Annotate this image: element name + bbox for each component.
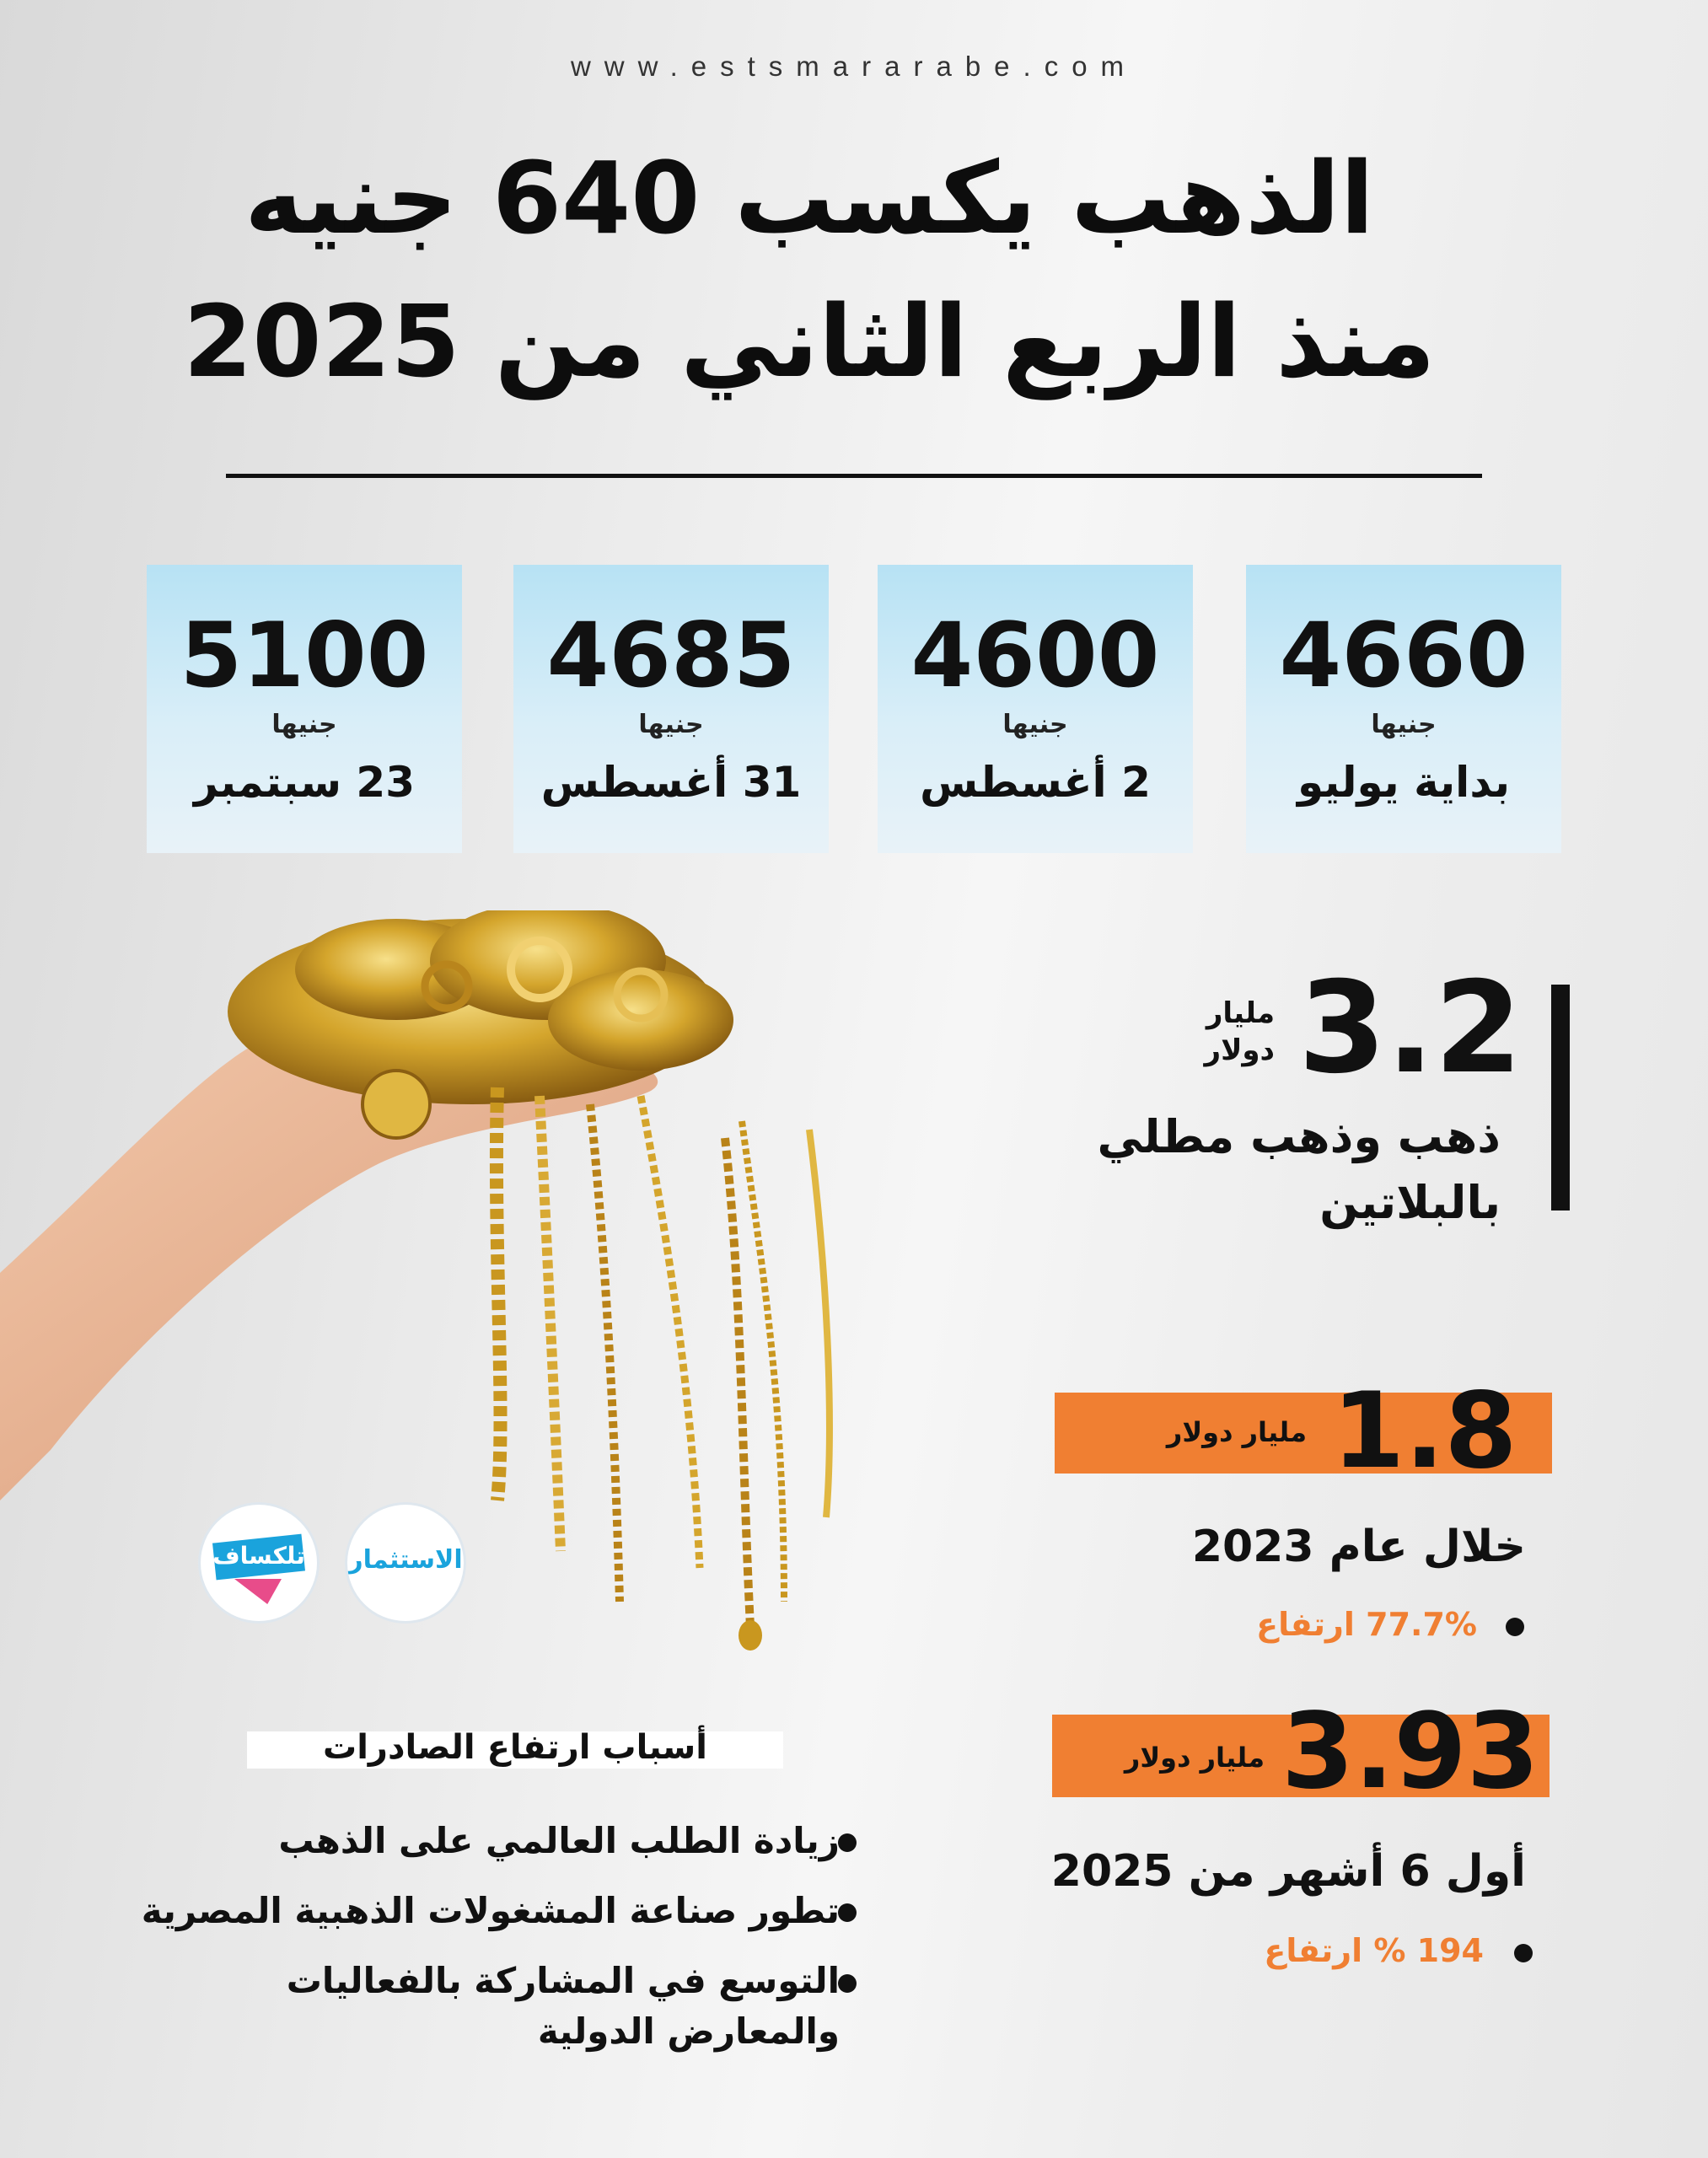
reason-item: زيادة الطلب العالمي على الذهب [278, 1820, 840, 1861]
price-unit: جنيها [1371, 710, 1437, 739]
exports-2023-value: 1.8 [1332, 1371, 1517, 1492]
price-date: 31 أغسطس [540, 758, 802, 807]
price-value: 4660 [1279, 604, 1528, 707]
title-divider [226, 474, 1482, 478]
exports-2023-unit: مليار دولار [1166, 1416, 1307, 1448]
telegraph-logo-text: تلكساف [212, 1542, 305, 1570]
telegraph-logo-flag [234, 1579, 282, 1604]
price-value: 4685 [546, 604, 796, 707]
reason-item: التوسع في المشاركة بالفعاليات [286, 1960, 840, 2001]
platinum-stat-label-line-1: ذهب وذهب مطلي [1097, 1110, 1501, 1163]
price-value: 5100 [180, 604, 429, 707]
price-unit: جنيها [1002, 710, 1068, 739]
exports-2025-value: 3.93 [1281, 1691, 1539, 1812]
price-card-sep-23 [147, 565, 462, 853]
price-date: 2 أغسطس [920, 758, 1151, 807]
estesmar-logo[interactable] [347, 1505, 464, 1621]
platinum-stat-label [995, 1104, 1501, 1236]
page-title [135, 126, 1484, 413]
price-value: 4600 [910, 604, 1160, 707]
platinum-stat-value: 3.2 [1298, 955, 1523, 1102]
reason-item-continuation: والمعارض الدولية [537, 2010, 840, 2052]
exports-2025-change: 194 % ارتفاع [1264, 1932, 1484, 1969]
exports-2025-label: أول 6 أشهر من 2025 [1050, 1846, 1526, 1897]
reason-bullet [838, 1833, 857, 1852]
price-unit: جنيها [271, 710, 337, 739]
platinum-stat-label-line-2: بالبلاتين [1319, 1176, 1501, 1229]
exports-2025-bullet [1514, 1944, 1533, 1966]
price-card-aug-31 [513, 565, 829, 853]
exports-2023-label: خلال عام 2023 [1191, 1522, 1526, 1572]
reason-bullet [838, 1903, 857, 1922]
price-card-aug-2 [878, 565, 1193, 853]
site-url[interactable]: www.estsmararabe.com [570, 51, 1138, 82]
platinum-stat-unit-line-2: دولار [1204, 1033, 1275, 1067]
reason-item: تطور صناعة المشغولات الذهبية المصرية [141, 1890, 840, 1931]
reasons-title: أسباب ارتفاع الصادرات [323, 1728, 707, 1767]
price-card-july [1246, 565, 1561, 853]
platinum-stat-unit-line-1: مليار [1206, 996, 1275, 1030]
reason-bullet [838, 1974, 857, 1993]
page-title-line-2: منذ الربع الثاني من 2025 [183, 283, 1436, 400]
price-date: بداية يوليو [1297, 758, 1510, 807]
price-date: 23 سبتمبر [193, 758, 416, 807]
telegraph-logo[interactable] [201, 1505, 317, 1621]
stat-accent-bar [1551, 985, 1570, 1211]
exports-2023-change: 77.7% ارتفاع [1256, 1606, 1477, 1643]
platinum-stat-unit [1163, 995, 1275, 1069]
exports-2023-bullet [1506, 1618, 1524, 1640]
page-title-line-1: الذهب يكسب 640 جنيه [244, 140, 1375, 256]
estesmar-logo-text: الاستثمار [348, 1545, 463, 1575]
exports-2025-unit: مليار دولار [1124, 1742, 1265, 1774]
price-unit: جنيها [638, 710, 704, 739]
gold-in-hand-illustration [0, 910, 978, 1669]
